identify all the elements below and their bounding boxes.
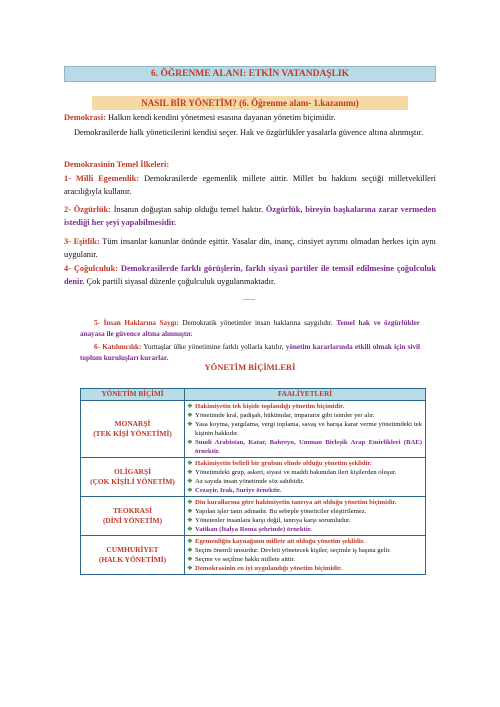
table-header-row bbox=[81, 389, 426, 401]
principle-5-highlight: Temel hak ve özgürlükler anayasa ile güvence altına alınmıştır. bbox=[80, 319, 420, 338]
activity-text: Seçim önemli unsurdur. Devleti yönetecek kişiler, seçimle iş başına gelir. bbox=[195, 547, 391, 554]
demokrasi-definition bbox=[64, 112, 436, 125]
activity-item bbox=[187, 459, 422, 468]
principle-1-label: 1- Milli Egemenlik: bbox=[64, 174, 140, 183]
activity-item bbox=[187, 468, 422, 477]
activity-item bbox=[187, 402, 422, 411]
principle-3-label: 3- Eşitlik: bbox=[64, 237, 100, 246]
activity-item bbox=[187, 546, 422, 555]
table-row bbox=[81, 536, 426, 575]
activity-text: Az sayıda insan yönetimde söz sahibidir. bbox=[195, 478, 305, 485]
government-type-subtitle: (TEK KİŞİ YÖNETİMİ) bbox=[93, 429, 172, 438]
government-type-name bbox=[81, 497, 185, 536]
government-type-activities bbox=[185, 458, 426, 497]
diamond-bullet-icon: ❖ bbox=[187, 517, 193, 524]
activity-text: Yönetenler insanlara karşı değil, tanrıya karşı sorumludur. bbox=[195, 517, 351, 524]
principle-2-label: 2- Özgürlük: bbox=[64, 205, 111, 214]
activity-text: Seçme ve seçilme hakkı millete aittir. bbox=[195, 556, 296, 563]
intro-paragraph bbox=[64, 127, 436, 140]
principles-heading bbox=[64, 159, 436, 172]
principle-1-text: Demokrasilerde egemenlik millete aittir. Millet bu hakkını seçtiği milletvekilleri aracılığıyla kullanır. bbox=[64, 174, 436, 196]
activity-item bbox=[187, 420, 422, 438]
activity-text: Yapılan işler tanrı adınadır. Bu sebeple yöneticiler eleştirilemez. bbox=[195, 508, 367, 515]
government-type-title: TEOKRASİ bbox=[112, 506, 153, 515]
activity-text: Suudi Arabistan, Katar, Bahreyn, Umman Birleşik Arap Emirlikleri (BAE) örnektir. bbox=[195, 439, 422, 455]
diamond-bullet-icon: ❖ bbox=[187, 460, 193, 467]
diamond-bullet-icon: ❖ bbox=[187, 547, 193, 554]
diamond-bullet-icon: ❖ bbox=[187, 526, 193, 533]
activity-text: Hakimiyetin tek kişide toplandığı yönetim biçimidir. bbox=[195, 403, 345, 410]
principle-5-label: 5- İnsan Haklarına Saygı: bbox=[94, 319, 179, 327]
principle-5 bbox=[80, 318, 420, 340]
table-title: YÖNETİM BİÇİMLERİ bbox=[204, 362, 296, 372]
government-type-activities bbox=[185, 536, 426, 575]
government-type-activities bbox=[185, 497, 426, 536]
activity-item bbox=[187, 438, 422, 456]
principle-2-highlight: Özgürlük, bireyin başkalarına zarar vermeden istediği her şeyi yapabilmesidir. bbox=[64, 205, 437, 227]
principle-6 bbox=[80, 342, 420, 364]
government-type-name bbox=[81, 458, 185, 497]
activity-item bbox=[187, 516, 422, 525]
demokrasi-def-text: Halkın kendi kendini yönetmesi esasına dayanan yönetim biçimidir. bbox=[105, 113, 336, 122]
principle-3-text: Tüm insanlar kanunlar önünde eşittir. Yasalar din, inanç, cinsiyet ayrımı olmadan herkes için aynı uygulanır. bbox=[64, 237, 436, 259]
diamond-bullet-icon: ❖ bbox=[187, 499, 193, 506]
activity-item bbox=[187, 411, 422, 420]
activity-item bbox=[187, 507, 422, 516]
activity-text: Cezayir, Irak, Suriye örnektir. bbox=[195, 487, 282, 494]
activity-item bbox=[187, 537, 422, 546]
diamond-bullet-icon: ❖ bbox=[187, 478, 193, 485]
activity-text: Hakimiyetin belirli bir grubun elinde olduğu yönetim şeklidir. bbox=[195, 460, 372, 467]
principle-4-highlight: Demokrasilerde farklı görüşlerin, farklı siyasi partiler ile temsil edilmesine çoğulculuk denir. bbox=[64, 264, 436, 286]
principles-heading-text: Demokrasinin Temel İlkeleri: bbox=[64, 160, 170, 169]
activity-text: Din kurallarına göre hakimiyetin tanrıya ait olduğu yönetim biçimidir. bbox=[195, 499, 397, 506]
activity-text: Yasa koyma, yargılama, vergi toplama, savaş ve barışa karar verme yönetimdeki tek kişinin hakkıdır. bbox=[195, 421, 422, 437]
activity-text: Yönetimdeki grup, askeri, siyasi ve maddi bakımdan ileri kişilerden oluşur. bbox=[195, 469, 397, 476]
table-row bbox=[81, 401, 426, 458]
activity-item bbox=[187, 498, 422, 507]
page-title: 6. ÖĞRENME ALANI: ETKİN VATANDAŞLIK bbox=[150, 69, 350, 79]
government-type-name bbox=[81, 536, 185, 575]
activity-text: Demokrasinin en iyi uygulandığı yönetim biçimidir. bbox=[195, 565, 342, 572]
activity-text: Vatikan (İtalya Roma şehrinde) örnektir. bbox=[195, 526, 312, 533]
principle-2-text: İnsanın doğuştan sahip olduğu temel haktır. bbox=[110, 205, 266, 214]
activity-item bbox=[187, 564, 422, 573]
government-type-title: CUMHURİYET bbox=[106, 545, 159, 554]
activity-item bbox=[187, 525, 422, 534]
demokrasi-term: Demokrasi: bbox=[64, 113, 106, 122]
activity-item bbox=[187, 555, 422, 564]
principle-2 bbox=[64, 204, 436, 229]
section-title-banner bbox=[92, 96, 408, 110]
diamond-bullet-icon: ❖ bbox=[187, 412, 193, 419]
diamond-bullet-icon: ❖ bbox=[187, 421, 193, 428]
activity-text: Egemenliğin kaynağının millete ait olduğu yönetim şeklidir. bbox=[195, 538, 365, 545]
diamond-bullet-icon: ❖ bbox=[187, 403, 193, 410]
diamond-bullet-icon: ❖ bbox=[187, 439, 193, 446]
principle-6-label: 6- Katılımcılık: bbox=[94, 343, 142, 351]
page-title-banner bbox=[64, 66, 436, 82]
diamond-bullet-icon: ❖ bbox=[187, 538, 193, 545]
page-divider bbox=[243, 299, 255, 300]
diamond-bullet-icon: ❖ bbox=[187, 487, 193, 494]
diamond-bullet-icon: ❖ bbox=[187, 469, 193, 476]
government-types-table bbox=[80, 388, 426, 575]
table-row bbox=[81, 458, 426, 497]
col-header-activities: FAALİYETLERİ bbox=[185, 389, 426, 401]
activity-item bbox=[187, 477, 422, 486]
government-type-activities bbox=[185, 401, 426, 458]
government-type-subtitle: (ÇOK KİŞİLİ YÖNETİM) bbox=[90, 477, 175, 486]
intro-paragraph-text: Demokrasilerde halk yöneticilerini kendisi seçer. Hak ve özgürlükler yasalarla güvence altına alınmıştır. bbox=[74, 128, 424, 137]
diamond-bullet-icon: ❖ bbox=[187, 565, 193, 572]
principle-6-text: Yurttaşlar ülke yönetimine farklı yollarla katılır, bbox=[141, 343, 286, 351]
principle-1 bbox=[64, 173, 436, 198]
principle-4-text: Çok partili siyasal düzenle çoğulculuk uygulanmaktadır. bbox=[84, 276, 276, 286]
principle-5-text: Demokratik yönetimler insan haklarına saygılıdır. bbox=[178, 319, 337, 327]
government-type-title: OLİGARŞİ bbox=[114, 467, 151, 476]
activity-item bbox=[187, 486, 422, 495]
diamond-bullet-icon: ❖ bbox=[187, 556, 193, 563]
government-type-name bbox=[81, 401, 185, 458]
principle-6-highlight: yönetim kararlarında etkili olmak için sivil toplum kuruluşları kurarlar. bbox=[80, 343, 420, 362]
table-body bbox=[81, 401, 426, 575]
principle-3 bbox=[64, 236, 436, 261]
col-header-type: YÖNETİM BİÇİMİ bbox=[81, 389, 185, 401]
diamond-bullet-icon: ❖ bbox=[187, 508, 193, 515]
principle-4-label: 4- Çoğulculuk: bbox=[64, 264, 119, 273]
activity-text: Yönetimde kral, padişah, hükümdar, imparator gibi isimler yer alır. bbox=[195, 412, 375, 419]
government-type-subtitle: (HALK YÖNETİMİ) bbox=[98, 555, 167, 564]
section-title: NASIL BİR YÖNETİM? (6. Öğrenme alanı- 1.kazanımı) bbox=[141, 98, 359, 108]
government-type-subtitle: (DİNİ YÖNETİM) bbox=[102, 516, 163, 525]
principle-4 bbox=[64, 263, 436, 288]
table-row bbox=[81, 497, 426, 536]
government-type-title: MONARŞİ bbox=[114, 419, 151, 428]
